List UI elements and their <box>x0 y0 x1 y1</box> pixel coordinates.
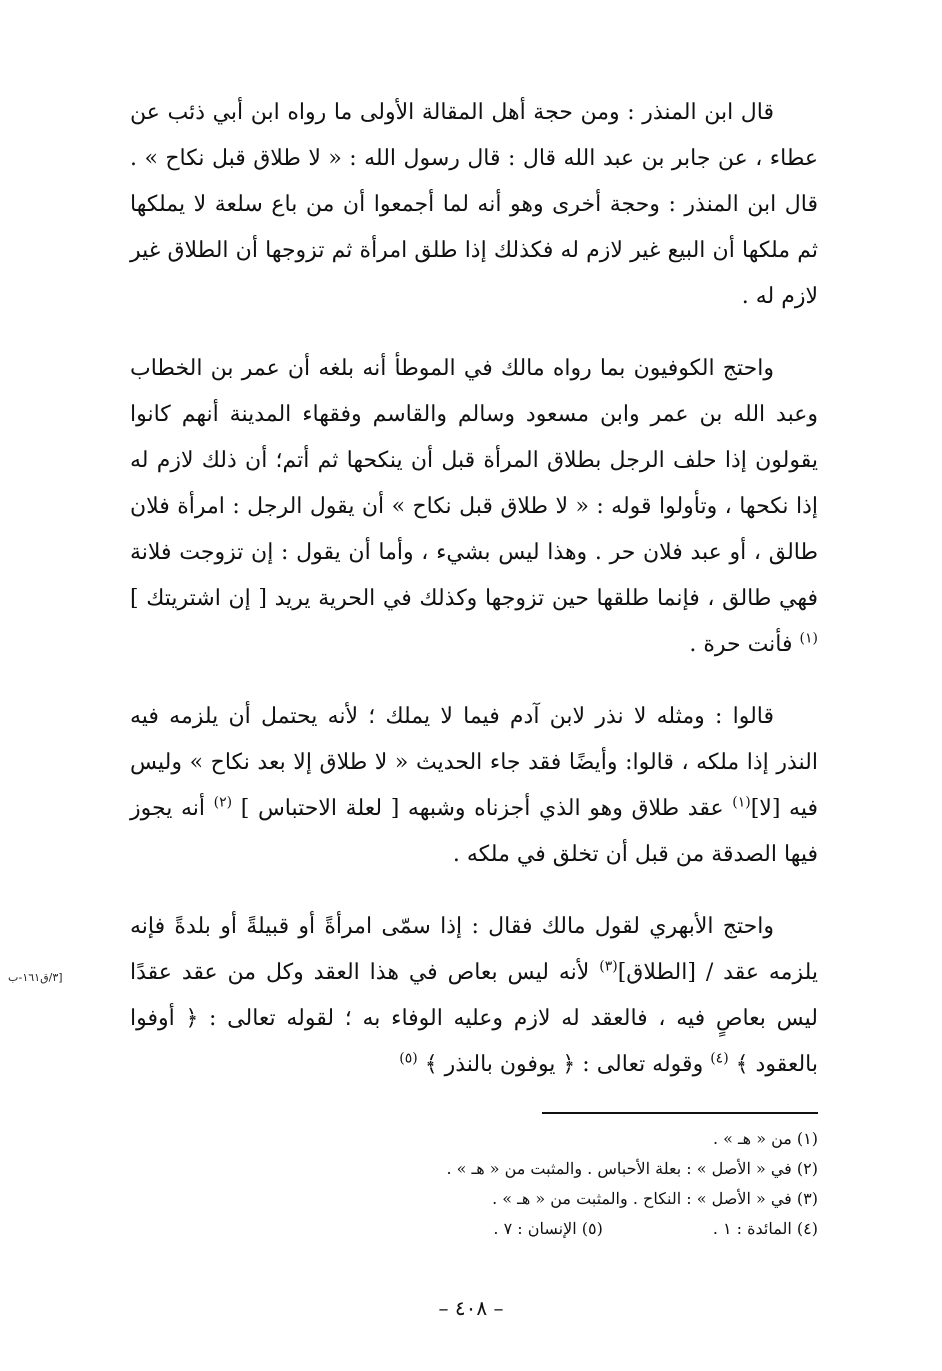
footnote-ref-1[interactable]: (١) <box>799 630 818 647</box>
paragraph-4: واحتج الأبهري لقول مالك فقال : إذا سمّى امرأةً أو قبيلةً أو بلدةً فإنه يلزمه عقد / [الطلاق]$^{(٣)}$ لأنه ليس بعاص في هذا العقد وكل من عقد عقدًا ليس بعاصٍ فيه ، فالعقد له لازم وعليه الوفاء به ؛ لقوله تعالى : ﴿ أوفوا بالعقود ﴾ $^{(٤)}$ وقوله تعالى : ﴿ يوفون بالنذر ﴾ $^{(٥)}$ <box>130 914 819 1077</box>
page-number: – ٤٠٨ – <box>438 1296 504 1320</box>
footnote-ref-5[interactable]: (٥) <box>399 1050 418 1067</box>
footnote-ref-4[interactable]: (٤) <box>710 1050 729 1067</box>
footnote-ref-1b[interactable]: (١) <box>732 794 751 811</box>
footnote-3: (٣) في « الأصل » : النكاح . والمثبت من « هـ » . <box>492 1189 818 1208</box>
main-text <box>130 90 818 1088</box>
paragraph-2: واحتج الكوفيون بما رواه مالك في الموطأ أنه بلغه أن عمر بن الخطاب وعبد الله بن عمر وابن مسعود وسالم والقاسم وفقهاء المدينة أنهم كانوا يقولون إذا حلف الرجل بطلاق المرأة قبل أن ينكحها ثم أتم؛ أن ذلك لازم له إذا نكحها ، وتأولوا قوله : « لا طلاق قبل نكاح » أن يقول الرجل : امرأة فلان طالق ، أو عبد فلان حر . وهذا ليس بشيء ، وأما أن يقول : إن تزوجت فلانة فهي طالق ، فإنما طلقها حين تزوجها وكذلك في الحرية يريد [ إن اشتريتك ] $^{(١)}$ فأنت حرة . <box>130 356 818 657</box>
manuscript-folio-note: [٣/ق١٦١-ب <box>8 971 63 984</box>
footnote-ref-2[interactable]: (٢) <box>213 794 233 811</box>
footnote-2: (٢) في « الأصل » : بعلة الأحباس . والمثبت من « هـ » . <box>446 1159 818 1178</box>
paragraph-1: قال ابن المنذر : ومن حجة أهل المقالة الأولى ما رواه ابن أبي ذئب عن عطاء ، عن جابر بن عبد الله قال : قال رسول الله : « لا طلاق قبل نكاح » . قال ابن المنذر : وحجة أخرى وهو أنه لما أجمعوا أن من باع سلعة لا يملكها ثم ملكها أن البيع غير لازم له فكذلك إذا طلق امرأة ثم تزوجها أن الطلاق غير لازم له . <box>130 100 818 309</box>
footnotes <box>300 1124 818 1244</box>
footnote-1: (١) من « هـ » . <box>712 1129 818 1148</box>
footnote-4: (٤) المائدة : ١ . <box>712 1219 818 1238</box>
paragraph-3: قالوا : ومثله لا نذر لابن آدم فيما لا يملك ؛ لأنه يحتمل أن يلزمه فيه النذر إذا ملكه ، قالوا: وأيضًا فقد جاء الحديث « لا طلاق إلا بعد نكاح » وليس فيه [لا]$^{(١)}$ عقد طلاق وهو الذي أجزناه وشبهه [ لعلة الاحتباس ] $^{(٢)}$ أنه يجوز فيها الصدقة من قبل أن تخلق في ملكه . <box>130 704 818 867</box>
footnote-row-4-5 <box>300 1214 818 1244</box>
footnote-divider <box>542 1112 818 1114</box>
footnote-ref-3[interactable]: (٣) <box>599 958 618 975</box>
footnote-5: (٥) الإنسان : ٧ . <box>493 1219 603 1238</box>
